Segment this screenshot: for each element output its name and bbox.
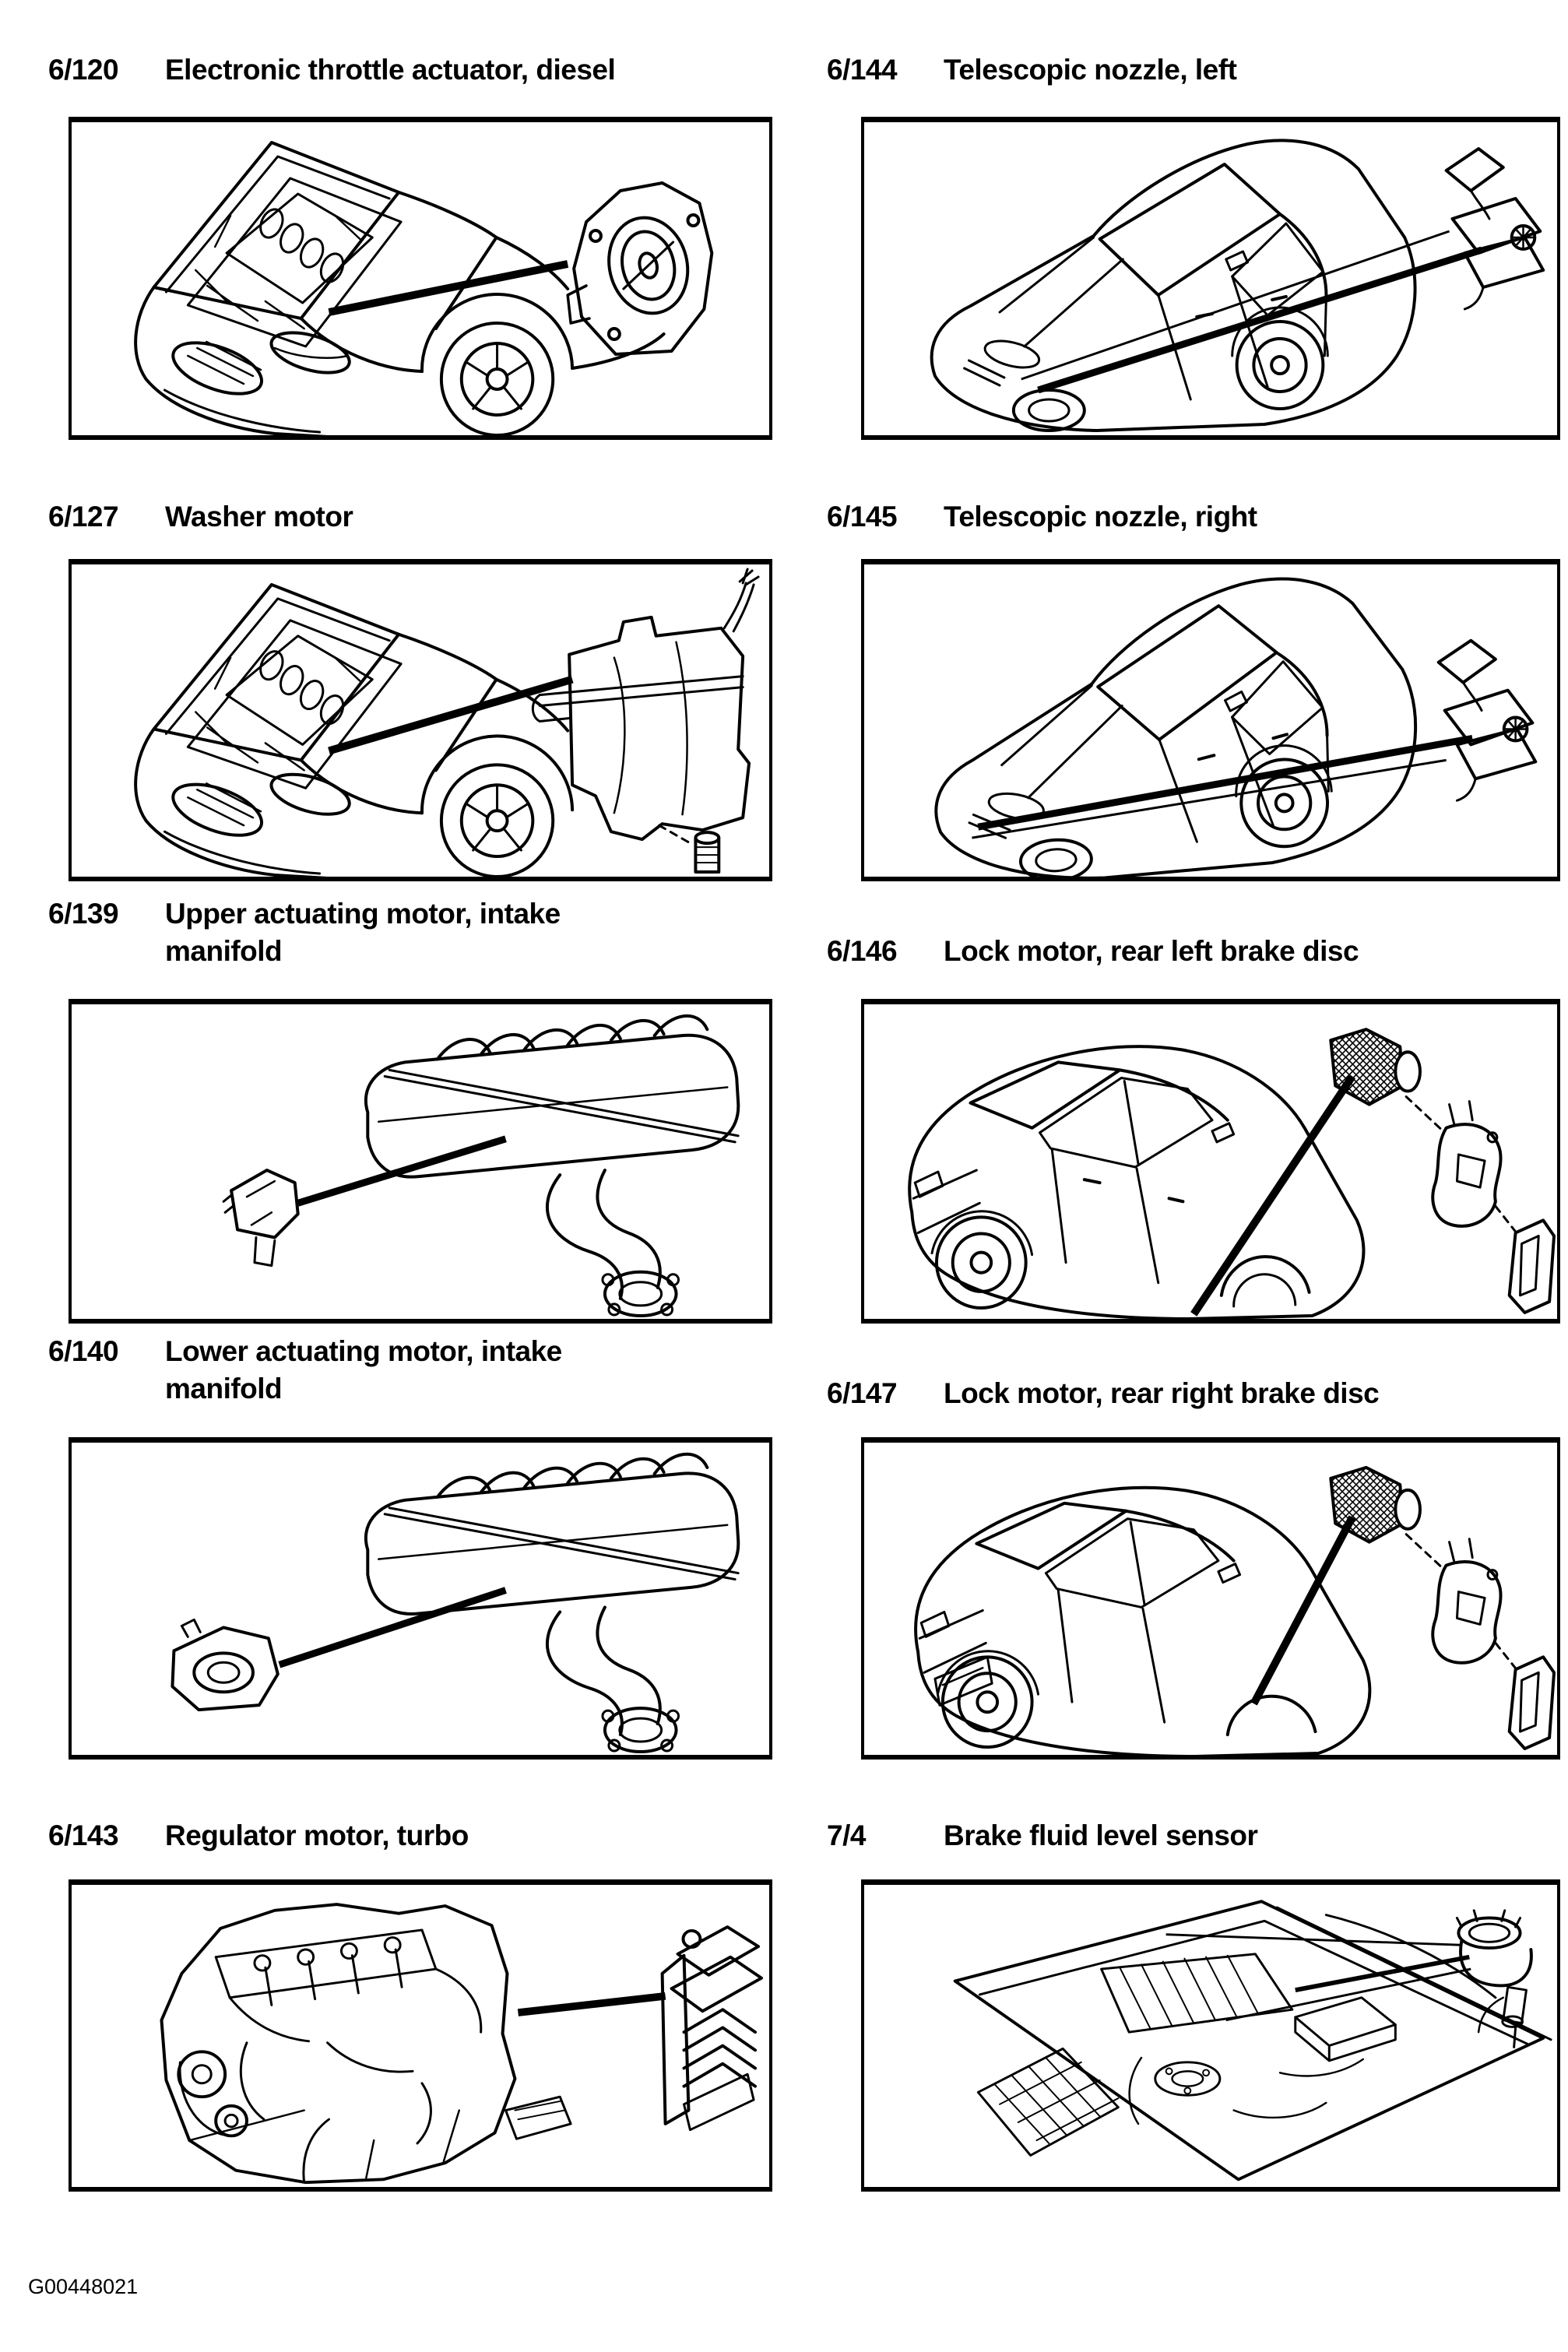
- panel-title-line: Electronic throttle actuator, diesel: [165, 54, 616, 86]
- panel-heading-6-120: [48, 51, 615, 89]
- panel-ref: 6/139: [48, 898, 119, 930]
- panel-title-line: manifold: [165, 935, 283, 967]
- figure-box-6-145: [861, 559, 1560, 881]
- panel-title: [944, 1817, 1257, 1855]
- panel-title-line: Brake fluid level sensor: [944, 1819, 1258, 1851]
- panel-title: [165, 1333, 562, 1408]
- figure-box-7-4: [861, 1879, 1560, 2192]
- panel-title: [165, 51, 615, 89]
- panel-title: [944, 933, 1359, 970]
- panel-title-line: Washer motor: [165, 501, 353, 533]
- panel-title: [944, 51, 1236, 89]
- panel-title-line: Upper actuating motor, intake: [165, 898, 561, 930]
- panel-ref: 6/145: [827, 501, 898, 533]
- illustration-engine-bay-with-brake-fluid-reservoir: [864, 1885, 1557, 2187]
- panel-title-line: Lock motor, rear left brake disc: [944, 935, 1359, 967]
- panel-title: [165, 498, 353, 536]
- figure-box-6-147: [861, 1437, 1560, 1760]
- panel-heading-6-147: [827, 1375, 1379, 1412]
- panel-ref: 6/147: [827, 1377, 898, 1409]
- figure-box-6-144: [861, 117, 1560, 440]
- panel-ref: 6/146: [827, 935, 898, 967]
- figure-box-6-127: [69, 559, 772, 881]
- panel-ref: 7/4: [827, 1819, 866, 1851]
- figure-box-6-139: [69, 999, 772, 1324]
- panel-title-line: Lower actuating motor, intake: [165, 1335, 562, 1367]
- panel-title: [944, 1375, 1379, 1412]
- panel-heading-6-127: [48, 498, 353, 536]
- panel-title-line: Telescopic nozzle, right: [944, 501, 1257, 533]
- panel-title-line: Lock motor, rear right brake disc: [944, 1377, 1380, 1409]
- panel-ref: 6/140: [48, 1335, 119, 1367]
- panel-ref: 6/120: [48, 54, 119, 86]
- illustration-sedan-front-three-quarter-with-telescopic-nozzle-right: [864, 564, 1557, 877]
- panel-heading-6-145: [827, 498, 1257, 536]
- panel-title: [944, 498, 1257, 536]
- figure-box-6-143: [69, 1879, 772, 2192]
- panel-heading-6-144: [827, 51, 1236, 89]
- panel-ref: 6/143: [48, 1819, 119, 1851]
- figure-box-6-120: [69, 117, 772, 440]
- panel-title-line: Regulator motor, turbo: [165, 1819, 469, 1851]
- panel-title-line: Telescopic nozzle, left: [944, 54, 1237, 86]
- figure-code: G00448021: [28, 2275, 139, 2298]
- illustration-intake-manifold-with-lower-actuating-motor: [72, 1443, 769, 1755]
- figure-box-6-146: [861, 999, 1560, 1324]
- panel-heading-6-139: [48, 895, 561, 970]
- illustration-intake-manifold-with-upper-actuating-motor: [72, 1004, 769, 1319]
- panel-heading-7-4: [827, 1817, 1257, 1855]
- figure-box-6-140: [69, 1437, 772, 1760]
- panel-title: [165, 1817, 469, 1855]
- panel-title-line: manifold: [165, 1373, 283, 1405]
- panel-ref: 6/144: [827, 54, 898, 86]
- illustration-sedan-rear-left-with-exploded-brake-caliper: [864, 1004, 1557, 1319]
- panel-heading-6-140: [48, 1333, 562, 1408]
- panel-title: [165, 895, 561, 970]
- illustration-diesel-engine-with-turbo-regulator-motor: [72, 1885, 769, 2187]
- panel-heading-6-143: [48, 1817, 469, 1855]
- illustration-car-front-hood-open-with-throttle-actuator: [72, 122, 769, 435]
- panel-ref: 6/127: [48, 501, 119, 533]
- illustration-car-front-hood-open-with-washer-reservoir: [72, 564, 769, 877]
- illustration-sedan-rear-right-with-exploded-brake-caliper: [864, 1443, 1557, 1755]
- panel-heading-6-146: [827, 933, 1359, 970]
- illustration-sedan-front-three-quarter-with-telescopic-nozzle-left: [864, 122, 1557, 435]
